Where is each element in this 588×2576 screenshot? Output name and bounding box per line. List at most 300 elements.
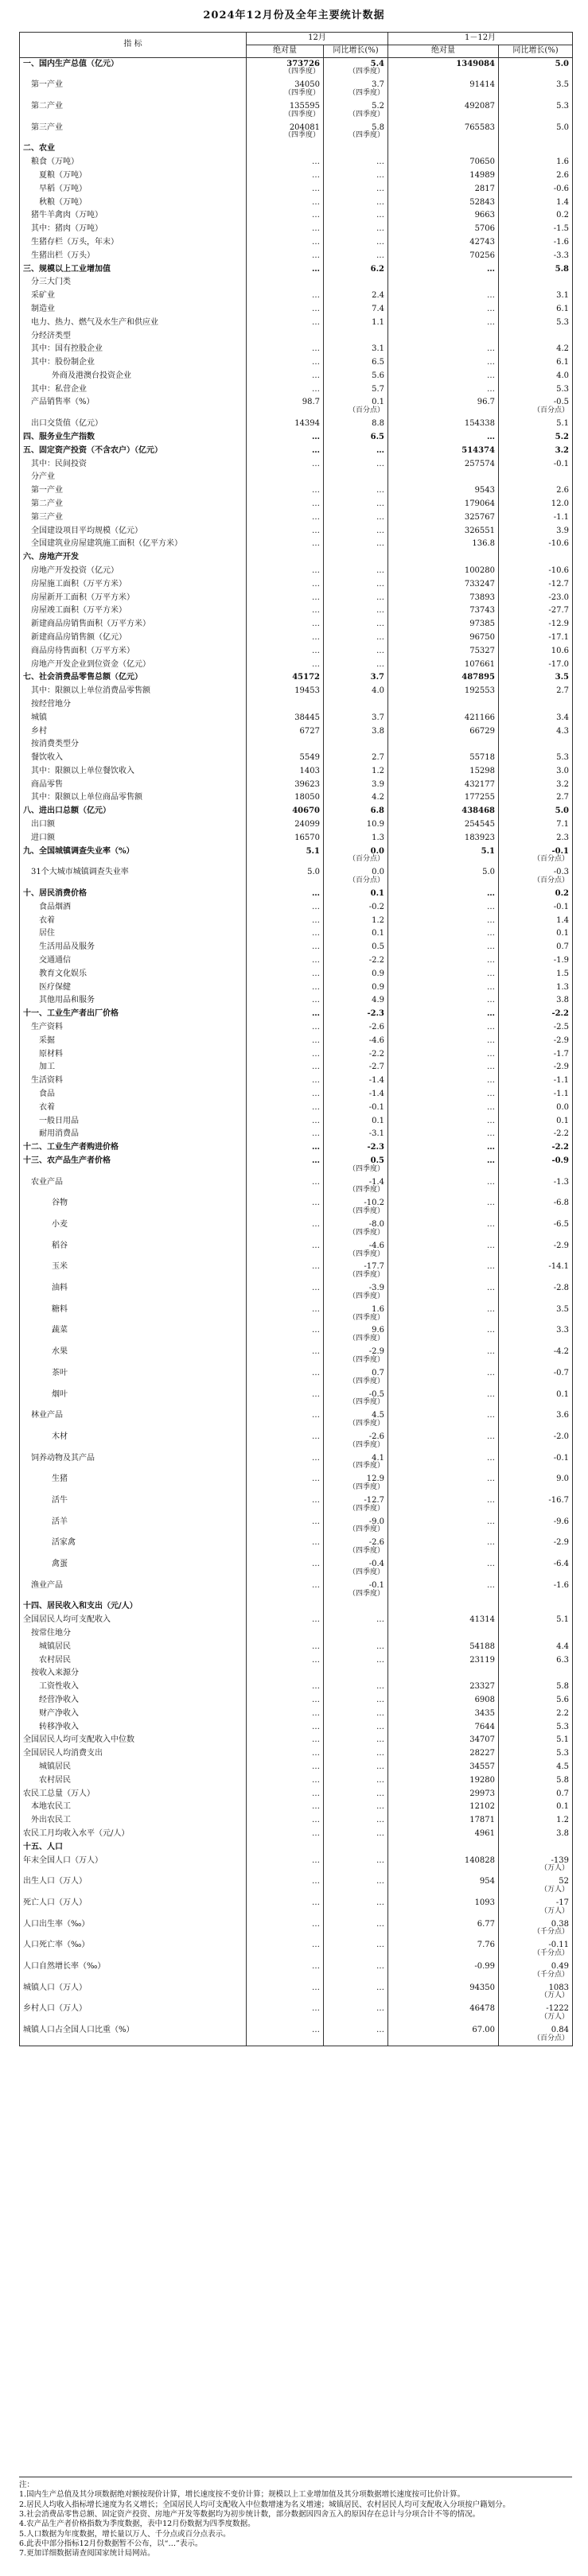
- month-growth-value: -2.6: [368, 1023, 385, 1032]
- month-growth: [324, 1021, 388, 1035]
- month-absolute: [247, 927, 324, 941]
- table-row: [20, 1409, 573, 1431]
- year-absolute: [388, 1389, 499, 1410]
- month-absolute: [247, 752, 324, 765]
- month-absolute-value: …: [312, 184, 320, 193]
- year-absolute: [388, 1021, 499, 1035]
- row-label-value: 衣着: [39, 915, 55, 925]
- year-absolute-value: 66729: [469, 726, 496, 736]
- year-absolute: [388, 1841, 499, 1855]
- table-row: [20, 888, 573, 901]
- month-absolute-value: 6727: [299, 726, 320, 736]
- year-absolute-value: 94350: [469, 1983, 496, 1992]
- year-absolute-value: …: [487, 1411, 496, 1420]
- row-label: [20, 484, 247, 498]
- row-label-value: 城镇居民: [39, 1642, 71, 1651]
- year-growth: [499, 954, 573, 968]
- table-row: [20, 1841, 573, 1855]
- table-row: [20, 1801, 573, 1814]
- year-growth: [499, 1155, 573, 1176]
- year-absolute: [388, 832, 499, 845]
- year-absolute: [388, 565, 499, 578]
- year-absolute-value: 192553: [464, 686, 496, 696]
- table-row: [20, 1494, 573, 1516]
- month-growth: [324, 57, 388, 79]
- row-label: [20, 1197, 247, 1218]
- month-growth-value: 8.8: [372, 419, 385, 429]
- row-label-value: 食品烟酒: [39, 902, 71, 911]
- month-growth-value: -4.6: [368, 1035, 385, 1045]
- month-growth-value: 7.4: [372, 304, 385, 313]
- year-absolute-header: 绝对量: [388, 45, 499, 57]
- year-growth-value: 5.1: [556, 1735, 570, 1745]
- month-growth-value: 6.2: [370, 264, 385, 274]
- table-row: [20, 618, 573, 631]
- year-growth-value: 0.1: [556, 929, 570, 938]
- month-growth-note: （百分点）: [349, 855, 385, 864]
- year-growth: [499, 1939, 573, 1960]
- footnote-line: 1.国内生产总值及其分项数据绝对额按现价计算，增长速度按不变价计算；规模以上工业增加值及其分项数据增长速度按可比价计算。: [19, 2490, 465, 2500]
- year-absolute: [388, 551, 499, 565]
- month-absolute-value: …: [312, 1326, 320, 1335]
- row-label-value: 水果: [52, 1347, 68, 1357]
- row-label: [20, 1282, 247, 1304]
- month-growth: [324, 1667, 388, 1680]
- year-growth: [499, 471, 573, 484]
- month-growth: [324, 1431, 388, 1452]
- row-label-value: 油料: [52, 1284, 68, 1293]
- month-growth-value: -0.2: [368, 902, 385, 911]
- month-growth-note: （四季度）: [349, 1462, 385, 1471]
- year-absolute: [388, 330, 499, 344]
- row-label-value: 人口死亡率（‰）: [23, 1941, 90, 1950]
- row-label: [20, 1176, 247, 1198]
- year-absolute: [388, 1875, 499, 1897]
- table-row: [20, 1579, 573, 1601]
- year-absolute-value: …: [487, 1262, 496, 1272]
- year-absolute-value: 9543: [474, 486, 496, 495]
- year-absolute: [388, 901, 499, 915]
- month-growth: [324, 317, 388, 330]
- footnote-line: 3.社会消费品零售总额、固定资产投资、房地产开发等数据均为初步统计数，部分数据因四舍五入的原因存在总计与分项合计不等的情况。: [19, 2510, 481, 2520]
- row-label: [20, 1708, 247, 1721]
- year-absolute: [388, 1708, 499, 1721]
- month-growth: [324, 1694, 388, 1708]
- year-absolute-value: 67.00: [472, 2026, 496, 2035]
- table-row: [20, 1516, 573, 1537]
- year-absolute-value: …: [487, 1495, 496, 1505]
- month-absolute-value: …: [312, 632, 320, 642]
- month-growth: [324, 1240, 388, 1261]
- month-absolute-value: …: [312, 1877, 320, 1886]
- month-growth: [324, 289, 388, 303]
- month-absolute-value: …: [312, 1129, 320, 1139]
- month-growth-note: （四季度）: [349, 131, 385, 140]
- month-growth: [324, 471, 388, 484]
- month-absolute: [247, 915, 324, 928]
- month-absolute-value: …: [312, 1708, 320, 1718]
- year-absolute: [388, 223, 499, 236]
- row-label: [20, 122, 247, 143]
- table-row: [20, 1304, 573, 1325]
- year-absolute-value: …: [487, 929, 496, 938]
- row-label: [20, 659, 247, 672]
- year-absolute: [388, 592, 499, 605]
- year-growth-value: -27.7: [548, 606, 570, 616]
- table-row: [20, 805, 573, 818]
- year-absolute-value: …: [487, 1284, 496, 1293]
- table-row: [20, 1897, 573, 1918]
- year-growth: [499, 330, 573, 344]
- row-label: [20, 1627, 247, 1641]
- year-absolute: [388, 1409, 499, 1431]
- year-absolute-value: 28227: [469, 1749, 496, 1758]
- month-absolute: [247, 1579, 324, 1601]
- table-row: [20, 142, 573, 156]
- row-label: [20, 303, 247, 317]
- table-row: [20, 1918, 573, 1940]
- row-label: [20, 1654, 247, 1668]
- year-absolute-value: …: [487, 1304, 496, 1314]
- year-growth: [499, 1614, 573, 1627]
- month-absolute: [247, 458, 324, 472]
- year-absolute-value: …: [487, 1116, 496, 1125]
- row-label-value: 外出农民工: [31, 1816, 71, 1825]
- year-absolute: [388, 1918, 499, 1940]
- month-growth-note: （四季度）: [349, 1525, 385, 1534]
- month-growth: [324, 263, 388, 277]
- month-growth-value: …: [376, 1898, 385, 1907]
- month-absolute: [247, 1627, 324, 1641]
- year-growth: [499, 1431, 573, 1452]
- row-label-value: 秋粮（万吨）: [39, 197, 87, 207]
- month-growth-value: -10.2: [364, 1199, 385, 1208]
- month-absolute: [247, 525, 324, 538]
- row-label-value: 生猪存栏（万头，年末）: [31, 237, 119, 247]
- year-absolute: [388, 525, 499, 538]
- year-absolute-value: …: [487, 982, 496, 992]
- year-absolute-value: …: [487, 1023, 496, 1032]
- month-absolute-value: …: [312, 1432, 320, 1441]
- row-label-value: 第一产业: [31, 80, 63, 90]
- year-absolute: [388, 1734, 499, 1747]
- year-growth: [499, 941, 573, 954]
- month-growth-value: 6.8: [370, 806, 385, 816]
- month-growth-value: 9.6: [372, 1326, 385, 1335]
- year-growth: [499, 169, 573, 183]
- year-absolute: [388, 1346, 499, 1367]
- year-growth-note: （千分点）: [533, 1970, 570, 1979]
- month-absolute: [247, 725, 324, 739]
- row-label: [20, 1240, 247, 1261]
- year-growth-value: 5.3: [556, 1722, 570, 1731]
- month-absolute: [247, 791, 324, 805]
- table-row: [20, 791, 573, 805]
- year-absolute: [388, 954, 499, 968]
- month-growth-value: …: [376, 1696, 385, 1704]
- row-label-value: 乡村: [31, 726, 47, 736]
- month-absolute-value: …: [312, 889, 320, 899]
- year-absolute-value: …: [487, 1076, 496, 1086]
- year-absolute-value: 75327: [469, 646, 496, 655]
- row-label-value: 糖料: [52, 1304, 68, 1314]
- month-growth: [324, 458, 388, 472]
- row-label-value: 其中：国有控股企业: [31, 344, 103, 354]
- year-absolute-value: …: [487, 344, 496, 354]
- year-growth-value: 1.3: [556, 982, 570, 992]
- month-growth: [324, 1734, 388, 1747]
- year-absolute-value: 6908: [474, 1696, 496, 1704]
- month-growth-note: （四季度）: [349, 1313, 385, 1322]
- row-label-value: 房地产开发企业到位资金（亿元）: [31, 659, 150, 669]
- year-absolute: [388, 712, 499, 725]
- row-label-value: 九、全国城镇调查失业率（%）: [23, 846, 134, 856]
- row-label: [20, 1828, 247, 1841]
- month-growth: [324, 1788, 388, 1801]
- year-absolute: [388, 317, 499, 330]
- year-absolute-value: 1349084: [456, 59, 496, 68]
- table-row: [20, 356, 573, 370]
- month-absolute: [247, 1128, 324, 1141]
- month-absolute: [247, 1282, 324, 1304]
- month-absolute-value: …: [312, 1304, 320, 1314]
- month-growth-value: -2.3: [367, 1009, 385, 1019]
- table-row: [20, 289, 573, 303]
- row-label: [20, 565, 247, 578]
- month-growth: [324, 356, 388, 370]
- month-growth-value: 1.3: [372, 833, 385, 842]
- month-growth: [324, 592, 388, 605]
- month-absolute: [247, 2024, 324, 2046]
- month-growth-note: （四季度）: [349, 1335, 385, 1343]
- table-row: [20, 396, 573, 418]
- year-growth-value: 0.84: [551, 2026, 570, 2035]
- table-row: [20, 738, 573, 752]
- row-label: [20, 1021, 247, 1035]
- month-growth-value: 6.5: [370, 432, 385, 441]
- month-growth-value: …: [376, 1615, 385, 1625]
- row-label-value: 农民工月均收入水平（元/人）: [23, 1828, 130, 1838]
- year-absolute-value: 432177: [464, 779, 496, 789]
- month-absolute: [247, 712, 324, 725]
- table-row: [20, 1141, 573, 1155]
- year-growth-value: -139: [551, 1855, 570, 1865]
- year-absolute-value: 9663: [474, 211, 496, 220]
- month-absolute-value: …: [312, 606, 320, 616]
- month-absolute: [247, 1218, 324, 1240]
- year-absolute: [388, 1721, 499, 1735]
- table-row: [20, 122, 573, 143]
- month-growth-value: 5.8: [372, 122, 385, 132]
- table-row: [20, 1176, 573, 1198]
- row-label-value: 全国居民人均消费支出: [23, 1749, 103, 1758]
- month-growth: [324, 122, 388, 143]
- month-growth: [324, 981, 388, 995]
- year-absolute: [388, 1600, 499, 1614]
- year-absolute-value: …: [487, 1517, 496, 1526]
- month-growth-note: （四季度）: [349, 1398, 385, 1407]
- table-row: [20, 565, 573, 578]
- month-absolute-value: …: [312, 358, 320, 367]
- year-absolute: [388, 370, 499, 383]
- year-absolute: [388, 1761, 499, 1774]
- row-label: [20, 1367, 247, 1389]
- year-growth-value: -0.1: [551, 846, 570, 856]
- year-absolute: [388, 1558, 499, 1579]
- year-growth-note: （百分点）: [533, 876, 570, 885]
- month-absolute-value: …: [312, 1941, 320, 1950]
- year-absolute: [388, 1494, 499, 1516]
- year-growth: [499, 832, 573, 845]
- year-growth-value: 3.5: [556, 1304, 570, 1314]
- month-absolute-value: …: [312, 646, 320, 655]
- month-absolute: [247, 1115, 324, 1129]
- month-absolute: [247, 1614, 324, 1627]
- year-growth: [499, 383, 573, 397]
- month-growth-value: -2.6: [368, 1538, 385, 1548]
- year-growth-value: 5.8: [555, 264, 570, 274]
- month-growth: [324, 968, 388, 981]
- month-absolute: [247, 1558, 324, 1579]
- table-row: [20, 418, 573, 431]
- year-absolute-value: 5.1: [481, 846, 496, 856]
- year-growth-value: 2.6: [556, 486, 570, 495]
- year-absolute-value: …: [487, 358, 496, 367]
- year-growth-value: 1.6: [556, 157, 570, 167]
- row-label: [20, 1788, 247, 1801]
- year-absolute: [388, 1788, 499, 1801]
- table-row: [20, 1021, 573, 1035]
- row-label: [20, 1558, 247, 1579]
- row-label-value: 原材料: [39, 1049, 63, 1059]
- row-label: [20, 578, 247, 592]
- month-absolute-value: …: [312, 1199, 320, 1208]
- month-header: 12月: [247, 33, 388, 45]
- month-growth-note: （四季度）: [349, 1292, 385, 1300]
- row-label: [20, 236, 247, 250]
- month-growth-value: 5.2: [372, 101, 385, 111]
- month-absolute-value: …: [312, 1116, 320, 1125]
- year-growth-value: 1.5: [556, 969, 570, 978]
- row-label-value: 新建商品房销售面积（万平方米）: [31, 620, 150, 629]
- year-absolute: [388, 645, 499, 659]
- month-absolute: [247, 471, 324, 484]
- month-growth-note: （四季度）: [349, 1589, 385, 1598]
- month-growth: [324, 765, 388, 779]
- month-growth: [324, 1128, 388, 1141]
- year-absolute-value: 17871: [469, 1816, 496, 1825]
- year-growth: [499, 1324, 573, 1346]
- year-absolute-value: …: [487, 1220, 496, 1230]
- row-label-value: 城镇居民: [39, 1762, 71, 1771]
- year-growth: [499, 156, 573, 169]
- year-growth: [499, 317, 573, 330]
- year-absolute-value: 23327: [469, 1682, 496, 1692]
- month-absolute-value: …: [312, 371, 320, 380]
- table-row: [20, 578, 573, 592]
- table-body: [20, 57, 573, 2046]
- month-absolute-value: …: [312, 486, 320, 495]
- year-absolute: [388, 1960, 499, 1982]
- month-absolute: [247, 223, 324, 236]
- row-label: [20, 968, 247, 981]
- row-label: [20, 1155, 247, 1176]
- row-label: [20, 1855, 247, 1876]
- year-growth: [499, 2024, 573, 2046]
- row-label-value: 出生人口（万人）: [23, 1877, 87, 1886]
- year-absolute-value: 29973: [469, 1789, 496, 1798]
- month-growth: [324, 954, 388, 968]
- year-absolute-value: …: [487, 264, 496, 274]
- year-growth-value: -0.9: [551, 1156, 570, 1165]
- month-absolute: [247, 484, 324, 498]
- year-absolute: [388, 1641, 499, 1654]
- row-label: [20, 1721, 247, 1735]
- month-absolute: [247, 659, 324, 672]
- row-label-value: 加工: [39, 1063, 55, 1072]
- month-growth-value: 5.7: [372, 384, 385, 394]
- month-growth-note: （四季度）: [349, 68, 385, 76]
- row-label-value: 外商及港澳台投资企业: [52, 371, 131, 380]
- row-label-value: 烟叶: [52, 1389, 68, 1399]
- year-growth: [499, 1875, 573, 1897]
- row-label-value: 早稻（万吨）: [39, 184, 87, 193]
- table-row: [20, 1960, 573, 1982]
- month-growth-value: 1.1: [372, 317, 385, 327]
- year-absolute: [388, 511, 499, 525]
- table-row: [20, 1939, 573, 1960]
- month-growth-value: …: [376, 539, 385, 549]
- month-absolute-value: …: [312, 1682, 320, 1692]
- row-label: [20, 1641, 247, 1654]
- row-label-value: 十三、农产品生产者价格: [23, 1156, 111, 1165]
- month-absolute: [247, 418, 324, 431]
- year-absolute-value: …: [487, 304, 496, 313]
- year-growth: [499, 343, 573, 356]
- month-absolute: [247, 845, 324, 867]
- year-growth-value: -1.6: [553, 237, 570, 247]
- month-absolute-value: 14394: [294, 419, 320, 429]
- table-row: [20, 1061, 573, 1074]
- year-growth: [499, 604, 573, 618]
- year-growth: [499, 396, 573, 418]
- month-absolute: [247, 645, 324, 659]
- year-absolute-value: …: [487, 1347, 496, 1357]
- month-growth: [324, 1102, 388, 1115]
- month-growth: [324, 901, 388, 915]
- row-label-value: 一、国内生产总值（亿元）: [23, 59, 119, 68]
- table-row: [20, 551, 573, 565]
- year-growth: [499, 250, 573, 263]
- month-absolute-value: …: [312, 982, 320, 992]
- year-growth-value: -1.5: [553, 224, 570, 234]
- row-label: [20, 901, 247, 915]
- month-growth: [324, 250, 388, 263]
- month-growth: [324, 370, 388, 383]
- month-absolute: [247, 1855, 324, 1876]
- year-growth: [499, 1627, 573, 1641]
- month-growth: [324, 79, 388, 100]
- table-row: [20, 1855, 573, 1876]
- row-label: [20, 1324, 247, 1346]
- month-absolute-value: …: [312, 1855, 320, 1865]
- year-growth-value: 3.8: [556, 1828, 570, 1838]
- month-growth-value: -2.2: [368, 1049, 385, 1059]
- month-absolute-value: 135595: [289, 101, 320, 111]
- year-growth-value: -17: [555, 1898, 570, 1907]
- year-growth-value: 2.7: [556, 686, 570, 696]
- table-header: [20, 33, 573, 58]
